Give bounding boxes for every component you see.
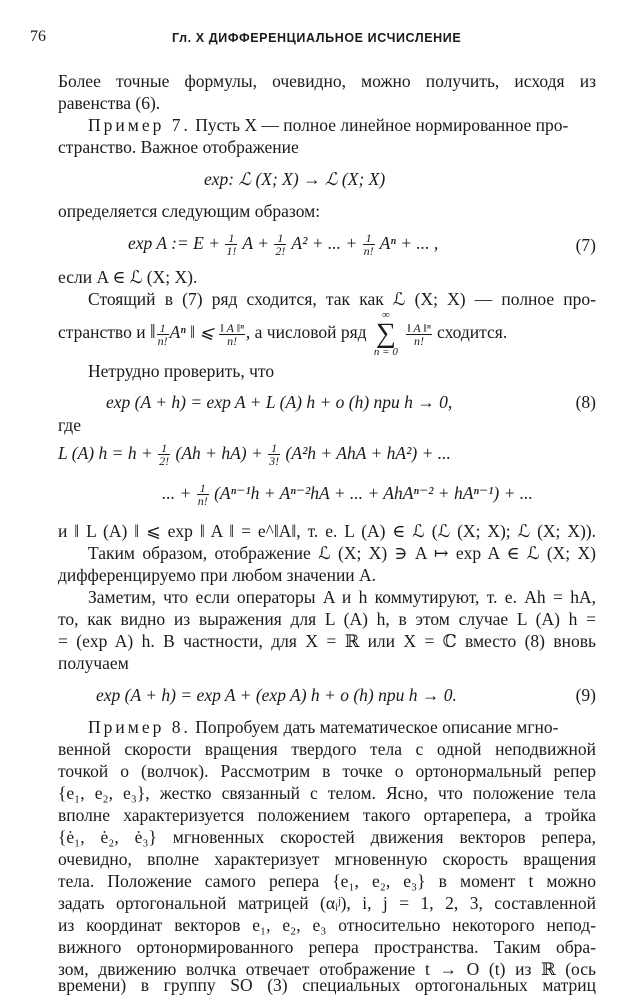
equation-7: [128, 232, 596, 262]
numerator: ‖ A ‖ⁿ: [220, 320, 244, 335]
equation-number: (9): [575, 685, 596, 705]
eq-part: exp (A + h) = exp A + (exp A) h + o (h) при h → 0.: [96, 685, 457, 705]
text-line: вижного ортонормированного репера пространства. Таким обра-: [58, 937, 596, 957]
text-line-with-sum: странство и ‖ $\frac{1}{n!}$ Aⁿ ‖ ⩽ $\frac{\text{‖ A ‖ⁿ}}{n!}$ , а числовой ряд ∞ ∑ n = 0 $\frac{\text{‖ A ‖ⁿ}}{n!}$ сходится.: [58, 309, 508, 358]
eq-part: exp A := E +: [128, 233, 220, 253]
text-line: тела. Положение самого репера {e₁, e₂, e₃} в момент t можно: [58, 871, 596, 891]
text-line: равенства (6).: [58, 93, 161, 113]
equation-L-line2: [162, 482, 596, 512]
numerator: 1: [225, 232, 237, 245]
text-fragment: Пусть X — полное линейное нормированное про-: [195, 115, 569, 135]
text-line: {e₁, e₂, e₃}, жестко связанный с телом. Ясно, что положение тела: [58, 783, 596, 803]
text-line: задать ортогональной матрицей (αᵢʲ), i, j = 1, 2, 3, составленной: [58, 893, 596, 913]
numerator: ‖ A ‖ⁿ: [407, 320, 431, 335]
page-number: 76: [30, 28, 46, 45]
denominator: 2!: [275, 244, 286, 259]
text-line: и ‖ L (A) ‖ ⩽ exp ‖ A ‖ = e^‖A‖, т. е. L (A) ∈ ℒ (ℒ (X; X); ℒ (X; X)).: [58, 521, 596, 541]
text-fragment: Попробуем дать математическое описание мгно-: [195, 717, 559, 737]
text-line: Нетрудно проверить, что: [88, 361, 275, 381]
text-line: = (exp A) h. В частности, для X = ℝ или X = ℂ вместо (8) вновь: [58, 631, 596, 651]
fraction: [197, 482, 209, 507]
text-fragment: странство и: [58, 322, 146, 343]
text-line: если A ∈ ℒ (X; X).: [58, 267, 198, 287]
text-line: {ė₁, ė₂, ė₃} мгновенных скоростей движения векторов репера,: [58, 827, 596, 847]
eq-part: A +: [242, 233, 269, 253]
example-7-first-line: [88, 114, 596, 136]
text-line: то, как видно из выражения для L (A) h, в этом случае L (A) h =: [58, 609, 596, 629]
numerator: 1: [158, 442, 170, 455]
eq-part: ... +: [162, 483, 192, 503]
example-7-label: Пример 7.: [88, 115, 191, 135]
text-line: Таким образом, отображение ℒ (X; X) ∋ A ↦ exp A ∈ ℒ (X; X): [88, 543, 596, 563]
text-line: определяется следующим образом:: [58, 201, 321, 221]
eq-part: (A²h + AhA + hA²) + ...: [285, 443, 451, 463]
denominator: n!: [413, 333, 424, 348]
text-line: точкой o (волчок). Рассмотрим в точке o ортонормальный репер: [58, 761, 596, 781]
text-line: очевидно, вполне характеризует мгновенную скорость вращения: [58, 849, 596, 869]
fraction: [219, 322, 244, 347]
text-line: где: [58, 415, 81, 435]
text-line: получаем: [58, 653, 129, 673]
text-line: Заметим, что если операторы A и h коммутируют, т. е. Ah = hA,: [88, 587, 596, 607]
denominator: 1!: [226, 244, 237, 259]
equation-number: (7): [575, 235, 596, 255]
eq-part: (Ah + hA) +: [175, 443, 263, 463]
equation-8: [106, 391, 596, 413]
text-line: Более точные формулы, очевидно, можно получить, исходя из: [58, 71, 596, 91]
numerator: 1: [274, 232, 286, 245]
numerator: 1: [363, 232, 375, 245]
fraction: [406, 322, 431, 347]
denominator: n!: [227, 333, 238, 348]
text-line: венной скорости вращения твердого тела с одной неподвижной: [58, 739, 596, 759]
equation-number: (8): [575, 392, 596, 412]
eq-part: exp (A + h) = exp A + L (A) h + o (h) при h → 0,: [106, 392, 453, 412]
text-line: Стоящий в (7) ряд сходится, так как ℒ (X; X) — полное про-: [88, 289, 596, 309]
formula-exp-map: exp: ℒ (X; X) → ℒ (X; X): [204, 169, 386, 189]
sum-lower: n = 0: [373, 346, 398, 358]
eq-part: A² + ... +: [291, 233, 358, 253]
text-line: дифференцируемо при любом значении A.: [58, 565, 377, 585]
text-fragment: сходится.: [437, 322, 508, 343]
text-line: времени) в группу SO (3) специальных ортогональных матриц: [58, 975, 596, 995]
denominator: n!: [197, 494, 208, 509]
numerator: 1: [268, 442, 280, 455]
fraction: [225, 232, 237, 257]
numerator: 1: [197, 482, 209, 495]
running-head: Гл. X ДИФФЕРЕНЦИАЛЬНОЕ ИСЧИСЛЕНИЕ: [172, 31, 462, 45]
example-8-label: Пример 8.: [88, 717, 191, 737]
numerator: 1: [157, 322, 169, 335]
denominator: n!: [363, 244, 374, 259]
text-line: странство. Важное отображение: [58, 137, 299, 157]
text-line: из координат векторов e₁, e₂, e₃ относительно некоторого непод-: [58, 915, 596, 935]
fraction: [158, 442, 170, 467]
eq-part: L (A) h = h +: [58, 443, 153, 463]
page-header: [30, 28, 600, 50]
fraction: [274, 232, 286, 257]
eq-part: Aⁿ + ... ,: [379, 233, 439, 253]
example-8-first-line: [88, 716, 596, 738]
denominator: 2!: [159, 454, 170, 469]
equation-L-line1: [58, 442, 596, 472]
text-line: зом, движению волчка отвечает отображение t → O (t) из ℝ (ось: [58, 959, 596, 979]
equation-9: [96, 684, 596, 706]
summation: ∞ ∑ n = 0: [373, 309, 398, 358]
denominator: 3!: [269, 454, 280, 469]
fraction: [268, 442, 280, 467]
text-line: вполне характеризуется положением такого ортарепера, а тройка: [58, 805, 596, 825]
text-fragment: , а числовой ряд: [245, 322, 367, 343]
sum-upper: ∞: [381, 309, 390, 321]
eq-part: (Aⁿ⁻¹h + Aⁿ⁻²hA + ... + AhAⁿ⁻² + hAⁿ⁻¹) + ...: [214, 483, 533, 503]
fraction: [157, 322, 169, 347]
denominator: n!: [157, 333, 168, 348]
fraction: [363, 232, 375, 257]
text-fragment: Aⁿ ‖ ⩽: [169, 322, 215, 343]
